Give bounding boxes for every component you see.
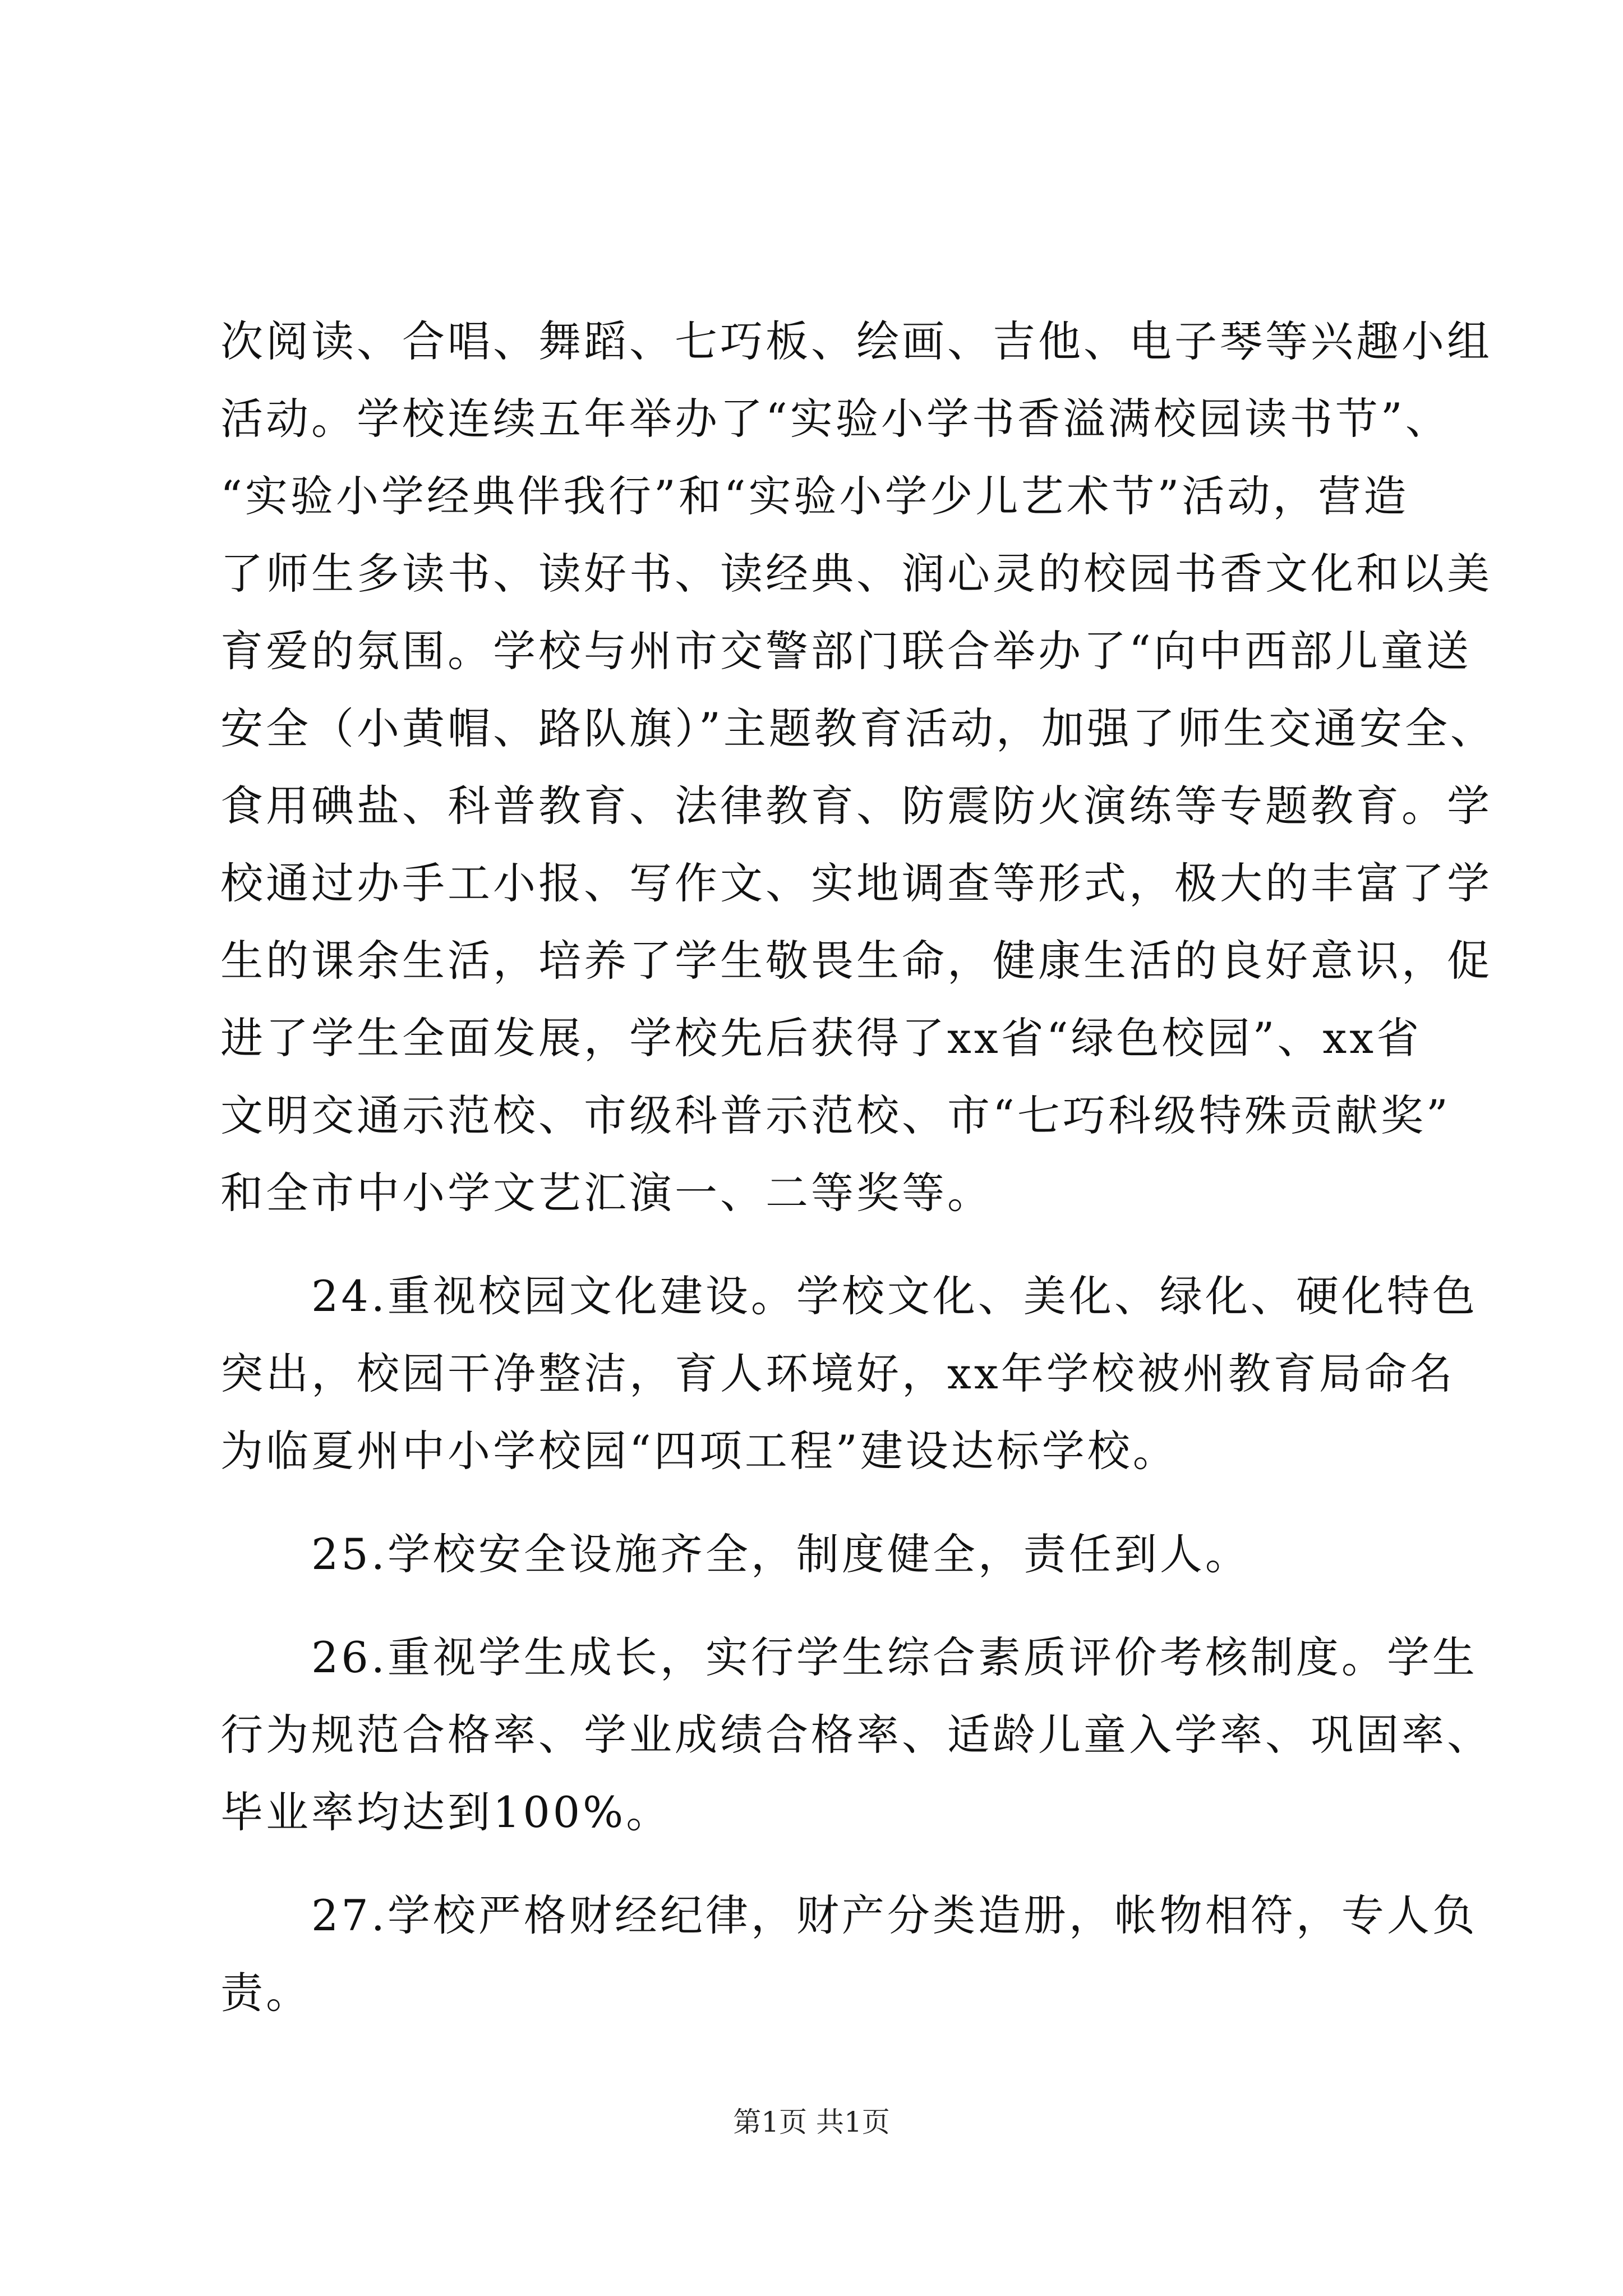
text-line: 育爱的氛围。学校与州市交警部门联合举办了“向中西部儿童送 <box>220 626 1472 676</box>
text-line: 食用碘盐、科普教育、法律教育、防震防火演练等专题教育。学 <box>220 781 1492 831</box>
text-line: 27.学校严格财经纪律，财产分类造册，帐物相符，专人负 <box>220 1890 1478 1940</box>
paragraph-item-24 <box>220 1258 1478 1490</box>
text-line: 次阅读、合唱、舞蹈、七巧板、绘画、吉他、电子琴等兴趣小组 <box>220 316 1492 366</box>
text-line: 活动。学校连续五年举办了“实验小学书香溢满校园读书节”、 <box>220 394 1451 444</box>
text-line: 文明交通示范校、市级科普示范校、市“七巧科级特殊贡献奖” <box>220 1091 1451 1140</box>
text-line: 安全（小黄帽、路队旗）”主题教育活动，加强了师生交通安全、 <box>220 703 1496 753</box>
paragraph-activities <box>220 303 1496 1232</box>
text-line: 突出，校园干净整洁，育人环境好，xx年学校被州教育局命名 <box>220 1349 1455 1398</box>
text-line: 了师生多读书、读好书、读经典、润心灵的校园书香文化和以美 <box>220 549 1492 599</box>
text-line: 24.重视校园文化建设。学校文化、美化、绿化、硬化特色 <box>220 1271 1478 1321</box>
paragraph-item-26 <box>220 1619 1492 1851</box>
document-body <box>220 303 1496 2032</box>
paragraph-spacer <box>220 1593 1409 1619</box>
text-line: 为临夏州中小学校园“四项工程”建设达标学校。 <box>220 1426 1178 1476</box>
text-line: 26.重视学生成长，实行学生综合素质评价考核制度。学生 <box>220 1632 1478 1682</box>
text-line: 25.学校安全设施齐全，制度健全，责任到人。 <box>220 1529 1251 1579</box>
text-line: “实验小学经典伴我行”和“实验小学少儿艺术节”活动，营造 <box>220 471 1409 521</box>
text-line: 行为规范合格率、学业成绩合格率、适龄儿童入学率、巩固率、 <box>220 1710 1492 1760</box>
paragraph-spacer <box>220 1851 1409 1877</box>
text-line: 校通过办手工小报、写作文、实地调查等形式，极大的丰富了学 <box>220 858 1492 908</box>
text-line: 进了学生全面发展，学校先后获得了xx省“绿色校园”、xx省 <box>220 1013 1422 1063</box>
text-line: 毕业率均达到100%。 <box>220 1787 672 1837</box>
paragraph-spacer <box>220 1490 1409 1516</box>
text-line: 责。 <box>220 1968 311 2018</box>
paragraph-item-25 <box>220 1516 1409 1593</box>
text-line: 生的课余生活，培养了学生敬畏生命，健康生活的良好意识，促 <box>220 936 1492 986</box>
text-line: 和全市中小学文艺汇演一、二等奖等。 <box>220 1168 993 1218</box>
paragraph-item-27 <box>220 1877 1478 2032</box>
paragraph-spacer <box>220 1232 1409 1258</box>
page-number-footer: 第1页 共1页 <box>733 2106 890 2138</box>
